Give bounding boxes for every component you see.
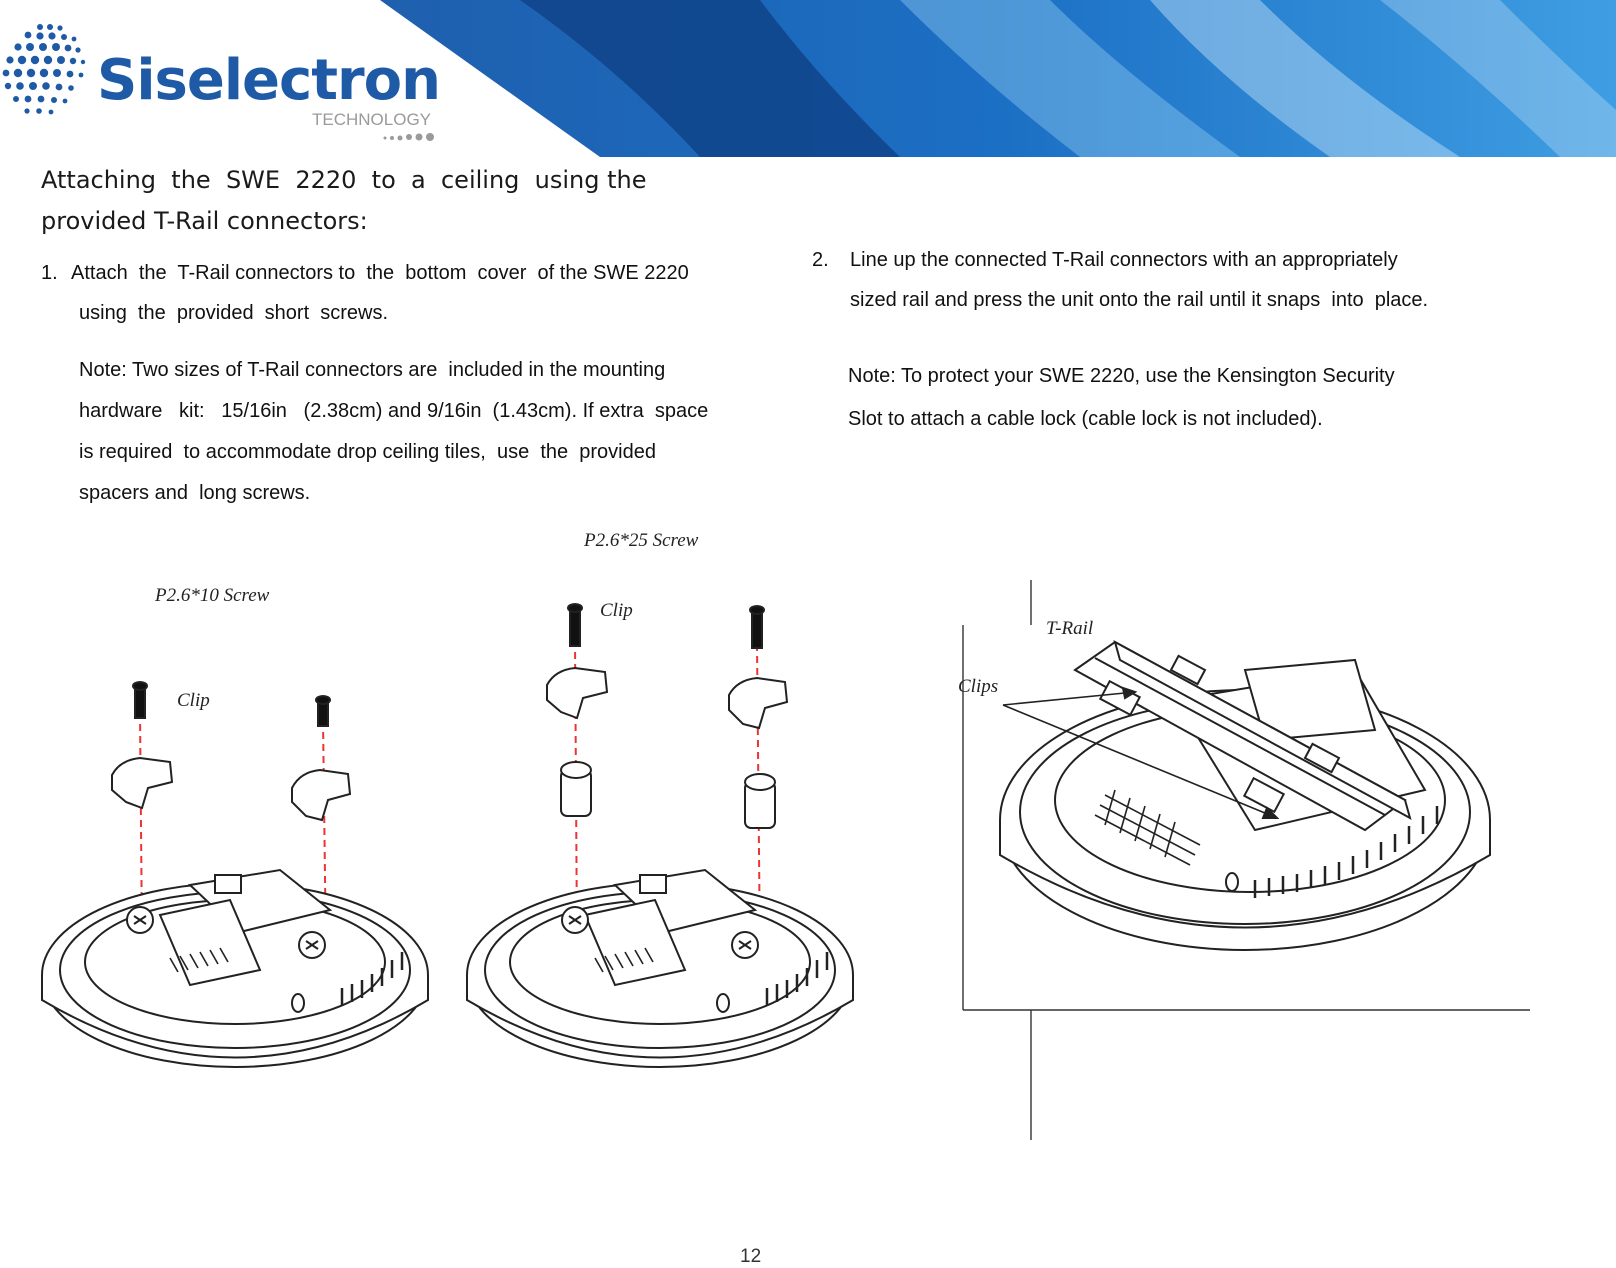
step-1	[41, 253, 801, 333]
step-1-number: 1.	[41, 262, 58, 284]
company-logo	[0, 10, 450, 140]
label-clip-mid: Clip	[600, 600, 633, 621]
step-1-note	[79, 350, 799, 514]
step-1-note-line2: hardware kit: 15/16in (2.38cm) and 9/16in (1.43cm). If extra space	[79, 400, 709, 422]
step-2-note-line1: Note: To protect your SWE 2220, use the Kensington Security	[848, 365, 1395, 387]
section-title-line2: provided T-Rail connectors:	[41, 207, 368, 235]
section-title	[41, 160, 801, 242]
label-short-screw: P2.6*10 Screw	[155, 585, 270, 606]
label-clips: Clips	[958, 676, 999, 697]
label-long-screw: P2.6*25 Screw	[584, 530, 699, 551]
step-1-line2: using the provided short screws.	[79, 302, 389, 324]
step-1-line1: Attach the T-Rail connectors to the bottom cover of the SWE 2220	[71, 262, 689, 284]
logo-dots-icon	[380, 130, 440, 144]
step-2-line2: sized rail and press the unit onto the rail until it snaps into place.	[850, 289, 1429, 311]
step-2-note	[848, 355, 1568, 441]
figure-short-screw-assembly	[30, 670, 440, 1070]
step-2-line1: Line up the connected T-Rail connectors with an appropriately	[850, 249, 1398, 271]
step-2-note-line2: Slot to attach a cable lock (cable lock is not included).	[848, 408, 1323, 430]
section-title-line1: Attaching the SWE 2220 to a ceiling using the	[41, 166, 647, 194]
label-trail: T-Rail	[1046, 618, 1094, 639]
logo-tagline: TECHNOLOGY	[312, 110, 432, 129]
step-2-number: 2.	[812, 249, 829, 271]
label-clip-left: Clip	[177, 690, 210, 711]
logo-wordmark: Siselectron	[97, 48, 440, 113]
step-1-note-line3: is required to accommodate drop ceiling tiles, use the provided	[79, 441, 656, 463]
figure-trail-mounting	[955, 580, 1535, 1140]
figure-long-screw-spacer-assembly	[455, 600, 865, 1070]
page-number: 12	[740, 1246, 762, 1267]
step-2	[812, 240, 1572, 320]
step-1-note-line1: Note: Two sizes of T-Rail connectors are included in the mounting	[79, 359, 666, 381]
globe-dots-icon	[0, 15, 90, 125]
step-1-note-line4: spacers and long screws.	[79, 482, 311, 504]
